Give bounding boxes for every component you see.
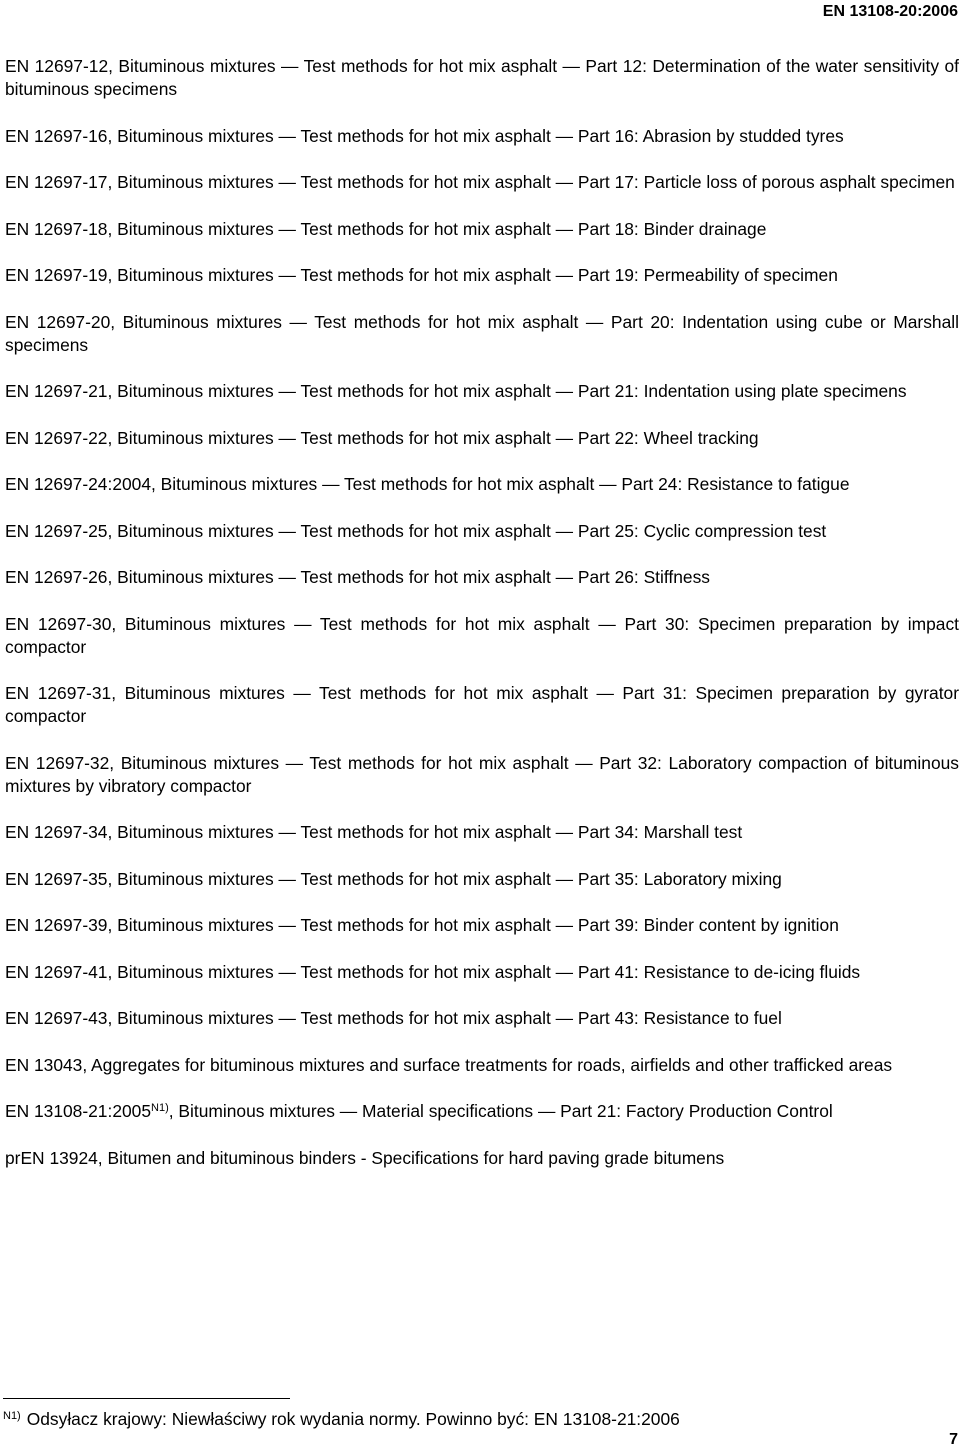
reference-item: EN 12697-26, Bituminous mixtures — Test methods for hot mix asphalt — Part 26: Stiffness xyxy=(5,567,710,587)
reference-item: EN 12697-16, Bituminous mixtures — Test methods for hot mix asphalt — Part 16: Abrasion by studded tyres xyxy=(5,125,844,146)
reference-item: EN 12697-25, Bituminous mixtures — Test methods for hot mix asphalt — Part 25: Cyclic compression test xyxy=(5,520,827,541)
footnote-marker[interactable]: N1) xyxy=(151,1102,169,1114)
reference-item: EN 12697-22, Bituminous mixtures — Test methods for hot mix asphalt — Part 22: Wheel tracking xyxy=(5,427,759,448)
reference-item: EN 12697-12, Bituminous mixtures — Test methods for hot mix asphalt — Part 12: Determination of the water sensitivity of bituminous specimens xyxy=(5,56,959,99)
reference-item: EN 12697-41, Bituminous mixtures — Test methods for hot mix asphalt — Part 41: Resistance to de-icing fluids xyxy=(5,961,861,982)
reference-item: EN 12697-39, Bituminous mixtures — Test methods for hot mix asphalt — Part 39: Binder content by ignition xyxy=(5,915,839,935)
reference-item: EN 12697-24:2004, Bituminous mixtures — Test methods for hot mix asphalt — Part 24: Resistance to fatigue xyxy=(5,474,850,494)
reference-item: EN 12697-31, Bituminous mixtures — Test methods for hot mix asphalt — Part 31: Specimen preparation by gyrator compactor xyxy=(5,683,959,726)
reference-item: EN 12697-43, Bituminous mixtures — Test methods for hot mix asphalt — Part 43: Resistance to fuel xyxy=(5,1008,782,1028)
footnote-separator xyxy=(3,1398,290,1399)
reference-item: EN 12697-18, Bituminous mixtures — Test methods for hot mix asphalt — Part 18: Binder drainage xyxy=(5,218,767,239)
reference-code: EN 13108-21:2005 xyxy=(5,1101,152,1121)
reference-item: prEN 13924, Bitumen and bituminous binders - Specifications for hard paving grade bitumens xyxy=(5,1147,725,1168)
reference-item: EN 12697-32, Bituminous mixtures — Test methods for hot mix asphalt — Part 32: Laboratory compaction of bituminous mixtures by vibratory compactor xyxy=(5,752,959,796)
reference-item: EN 12697-20, Bituminous mixtures — Test methods for hot mix asphalt — Part 20: Indentation using cube or Marshall specimens xyxy=(5,311,959,355)
reference-item: EN 12697-34, Bituminous mixtures — Test methods for hot mix asphalt — Part 34: Marshall test xyxy=(5,822,743,842)
reference-item-13108-21 xyxy=(5,1100,959,1123)
page-number: 7 xyxy=(949,1431,958,1448)
reference-item: EN 13043, Aggregates for bituminous mixtures and surface treatments for roads, airfields and other trafficked areas xyxy=(5,1054,893,1075)
reference-item: EN 12697-35, Bituminous mixtures — Test methods for hot mix asphalt — Part 35: Laboratory mixing xyxy=(5,868,782,889)
reference-title: , Bituminous mixtures — Material specifications — Part 21: Factory Production Control xyxy=(168,1101,833,1121)
reference-item: EN 12697-17, Bituminous mixtures — Test methods for hot mix asphalt — Part 17: Particle loss of porous asphalt specimen xyxy=(5,172,955,192)
reference-list xyxy=(5,55,959,1193)
reference-item: EN 12697-21, Bituminous mixtures — Test methods for hot mix asphalt — Part 21: Indentation using plate specimens xyxy=(5,381,907,401)
reference-item: EN 12697-30, Bituminous mixtures — Test methods for hot mix asphalt — Part 30: Specimen preparation by impact compactor xyxy=(5,613,959,657)
document-id-header: EN 13108-20:2006 xyxy=(822,3,958,20)
reference-item: EN 12697-19, Bituminous mixtures — Test methods for hot mix asphalt — Part 19: Permeability of specimen xyxy=(5,265,838,285)
footnote xyxy=(3,1409,680,1430)
footnote-text: Odsyłacz krajowy: Niewłaściwy rok wydania normy. Powinno być: EN 13108-21:2006 xyxy=(26,1409,680,1429)
footnote-mark: N1) xyxy=(3,1410,21,1422)
